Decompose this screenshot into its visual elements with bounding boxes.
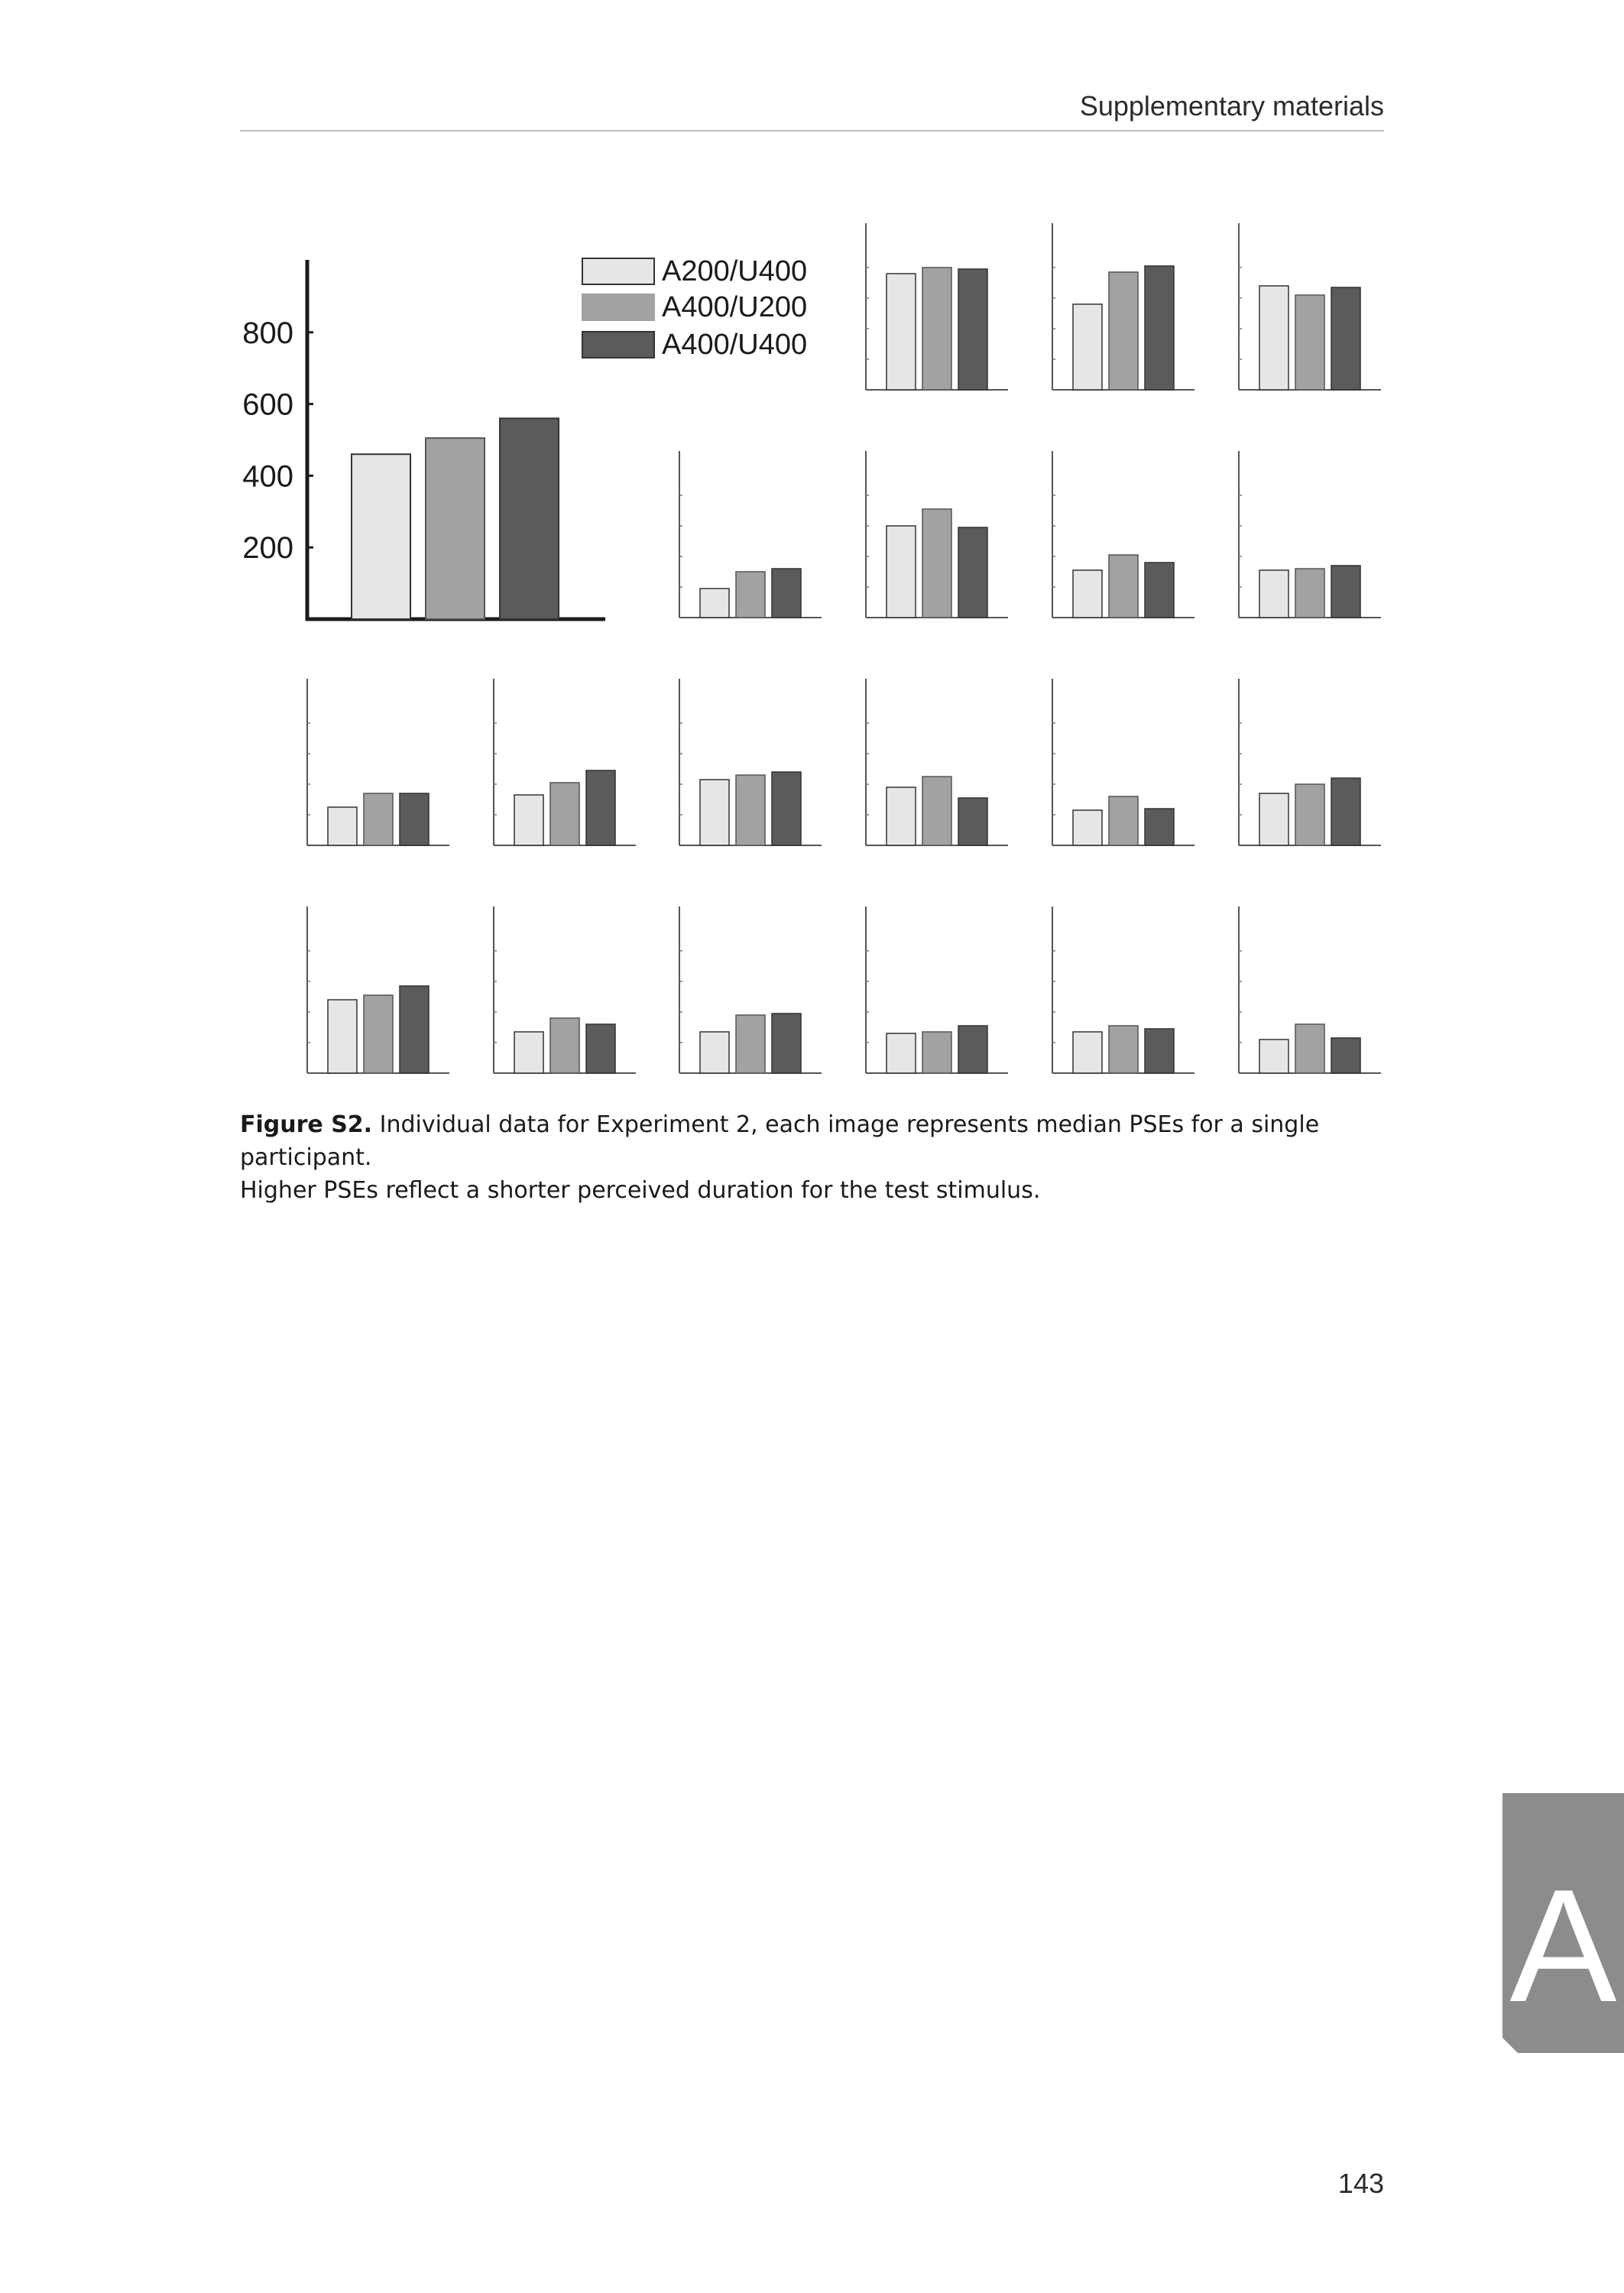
participant-chart-15 (494, 906, 636, 1073)
participant-chart-19 (1239, 906, 1381, 1073)
running-header: Supplementary materials (1079, 90, 1384, 122)
participant-chart-17 (866, 906, 1008, 1073)
legend (582, 255, 807, 361)
main-y-tick-label: 200 (242, 531, 293, 566)
main-y-tick-label: 800 (242, 316, 293, 350)
participant-bar-2 (1295, 569, 1324, 618)
main-bar-1 (352, 454, 410, 619)
participant-chart-3 (1239, 223, 1381, 390)
participant-bar-1 (1073, 1032, 1102, 1073)
participant-bar-1 (1073, 570, 1102, 618)
participant-bar-2 (1295, 295, 1324, 390)
participant-chart-16 (679, 906, 822, 1073)
participant-bar-2 (1295, 1024, 1324, 1073)
participant-bar-2 (922, 1032, 951, 1073)
participant-bar-1 (700, 589, 729, 618)
participant-bar-2 (550, 783, 579, 845)
participant-chart-1 (866, 223, 1008, 390)
participant-bar-2 (364, 995, 393, 1073)
participant-chart-18 (1052, 906, 1194, 1073)
participant-chart-4 (679, 451, 822, 618)
participant-chart-10 (679, 679, 822, 845)
participant-bar-3 (1145, 266, 1174, 390)
caption-line-2: Higher PSEs reflect a shorter perceived duration for the test stimulus. (240, 1177, 1041, 1204)
participant-bar-2 (1109, 272, 1138, 390)
participant-bar-2 (922, 268, 951, 390)
participant-bar-2 (1109, 1026, 1138, 1073)
participant-bar-1 (887, 787, 916, 845)
participant-bar-2 (1109, 555, 1138, 618)
participant-bar-1 (1259, 793, 1289, 845)
caption-line-1 (240, 1108, 1386, 1174)
participant-bar-2 (736, 775, 765, 845)
participant-bar-1 (514, 795, 543, 845)
participant-bar-3 (1145, 1029, 1174, 1073)
participant-bar-1 (887, 526, 916, 618)
participant-bar-3 (958, 269, 987, 390)
participant-bar-3 (772, 569, 801, 618)
participant-bar-3 (958, 798, 987, 845)
participant-chart-12 (1052, 679, 1194, 845)
caption-label: Figure S2. (240, 1111, 373, 1138)
participant-chart-14 (307, 906, 449, 1073)
participant-chart-2 (1052, 223, 1194, 390)
participant-bar-2 (1109, 796, 1138, 845)
participant-chart-13 (1239, 679, 1381, 845)
participant-bar-2 (922, 777, 951, 845)
legend-swatch-a400-u200 (582, 294, 654, 320)
participant-bar-3 (1145, 563, 1174, 618)
participant-chart-7 (1239, 451, 1381, 618)
legend-label-a400-u200: A400/U200 (662, 291, 808, 323)
participant-bar-2 (364, 793, 393, 845)
participant-bar-1 (887, 274, 916, 390)
legend-swatch-a200-u400 (582, 258, 654, 284)
appendix-tab-letter: A (1509, 1856, 1617, 2035)
participant-bar-3 (958, 1026, 987, 1073)
participant-bar-1 (1259, 1039, 1289, 1073)
participant-chart-11 (866, 679, 1008, 845)
figure-caption (240, 1108, 1386, 1207)
participant-bar-3 (1331, 778, 1360, 845)
participant-bar-2 (922, 509, 951, 618)
participant-bar-2 (1295, 784, 1324, 845)
caption-text-1: Individual data for Experiment 2, each image represents median PSEs for a single participant. (240, 1111, 1320, 1171)
participant-bar-3 (400, 793, 429, 845)
participant-chart-6 (1052, 451, 1194, 618)
participant-bar-3 (958, 527, 987, 618)
legend-label-a200-u400: A200/U400 (662, 255, 808, 287)
legend-swatch-a400-u400 (582, 332, 654, 358)
participant-bar-1 (1259, 286, 1289, 390)
main-y-tick-label: 400 (242, 459, 293, 494)
participant-bar-1 (700, 1032, 729, 1073)
participant-chart-5 (866, 451, 1008, 618)
figure-s2 (0, 0, 1624, 1101)
participant-bar-1 (1073, 810, 1102, 845)
participant-charts (307, 223, 1381, 1073)
participant-bar-1 (700, 780, 729, 845)
participant-bar-3 (1145, 809, 1174, 845)
participant-bar-1 (887, 1033, 916, 1073)
participant-chart-9 (494, 679, 636, 845)
participant-bar-3 (586, 770, 615, 845)
participant-bar-2 (736, 1015, 765, 1073)
participant-bar-3 (1331, 1038, 1360, 1073)
participant-chart-8 (307, 679, 449, 845)
main-bar-3 (500, 418, 559, 619)
participant-bar-1 (1073, 304, 1102, 390)
participant-bar-1 (514, 1032, 543, 1073)
page-number: 143 (1337, 2168, 1384, 2199)
legend-label-a400-u400: A400/U400 (662, 329, 808, 361)
main-bar-2 (426, 438, 485, 619)
participant-bar-3 (400, 986, 429, 1073)
participant-bar-1 (328, 807, 357, 845)
participant-bar-2 (736, 572, 765, 618)
main-y-tick-label: 600 (242, 388, 293, 422)
participant-bar-1 (328, 1000, 357, 1073)
average-chart (242, 260, 605, 621)
participant-bar-3 (1331, 287, 1360, 390)
participant-bar-3 (772, 772, 801, 845)
participant-bar-1 (1259, 570, 1289, 618)
participant-bar-3 (586, 1024, 615, 1073)
participant-bar-2 (550, 1018, 579, 1073)
participant-bar-3 (772, 1014, 801, 1073)
participant-bar-3 (1331, 566, 1360, 618)
